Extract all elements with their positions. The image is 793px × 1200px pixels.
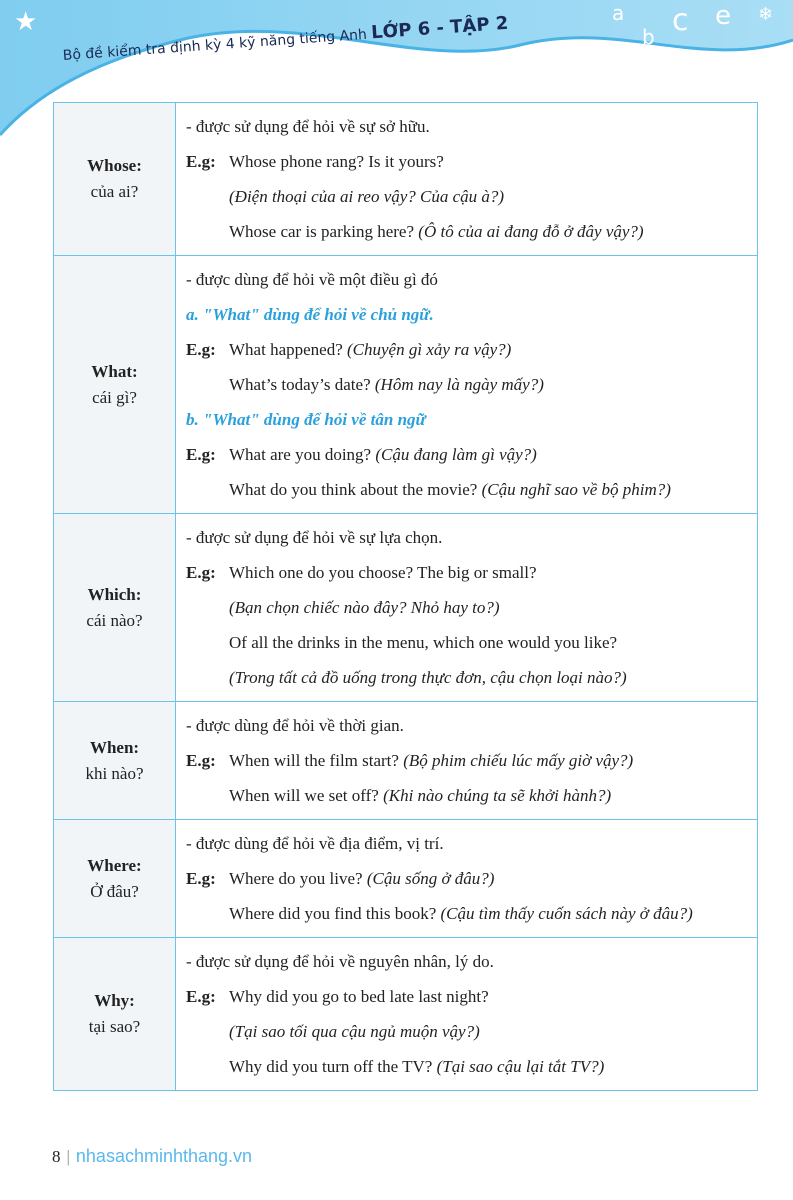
- explanation-line: [186, 778, 757, 813]
- question-word: Where:: [87, 855, 142, 875]
- explanation-line: [186, 590, 757, 625]
- question-word-meaning: cái nào?: [86, 610, 143, 630]
- explanation-line: [186, 555, 757, 590]
- explanation-cell: [176, 820, 758, 938]
- table-row: [54, 702, 758, 820]
- subheading: b. "What" dùng để hỏi về tân ngữ: [186, 410, 426, 429]
- example-label: E.g:: [186, 987, 216, 1006]
- question-word-cell: [54, 256, 176, 514]
- english-text: Why did you turn off the TV?: [229, 1057, 433, 1076]
- table-row: [54, 103, 758, 256]
- vietnamese-translation: (Cậu đang làm gì vậy?): [375, 445, 537, 464]
- english-text: Where do you live?: [229, 869, 363, 888]
- explanation-line: [186, 332, 757, 367]
- vietnamese-translation: (Khi nào chúng ta sẽ khởi hành?): [383, 786, 612, 805]
- subheading: a. "What" dùng để hỏi về chủ ngữ.: [186, 305, 434, 324]
- vietnamese-translation: (Cậu nghĩ sao về bộ phim?): [481, 480, 671, 499]
- explanation-line: [186, 179, 757, 214]
- question-words-table: [53, 102, 758, 1091]
- english-text: - được sử dụng để hỏi về sự sở hữu.: [186, 117, 430, 136]
- book-title-small: Bộ đề kiểm tra định kỳ 4 kỹ năng tiếng Anh: [62, 26, 368, 64]
- english-text: - được dùng để hỏi về một điều gì đó: [186, 270, 438, 289]
- explanation-line: [186, 944, 757, 979]
- question-word: Which:: [87, 584, 142, 604]
- vietnamese-translation: (Cậu tìm thấy cuốn sách này ở đâu?): [440, 904, 693, 923]
- example-label: E.g:: [186, 869, 216, 888]
- vietnamese-translation: (Cậu sống ở đâu?): [366, 869, 495, 888]
- english-text: Whose car is parking here?: [229, 222, 415, 241]
- explanation-line: [186, 144, 757, 179]
- english-text: What do you think about the movie?: [229, 480, 478, 499]
- table-row: [54, 514, 758, 702]
- question-word-meaning: Ở đâu?: [90, 881, 139, 901]
- explanation-line: [186, 743, 757, 778]
- vietnamese-translation: (Bạn chọn chiếc nào đây? Nhỏ hay to?): [229, 598, 500, 617]
- table-row: [54, 938, 758, 1091]
- explanation-cell: [176, 103, 758, 256]
- english-text: - được dùng để hỏi về địa điểm, vị trí.: [186, 834, 444, 853]
- explanation-line: [186, 109, 757, 144]
- question-word-cell: [54, 103, 176, 256]
- question-word-cell: [54, 702, 176, 820]
- vietnamese-translation: (Chuyện gì xảy ra vậy?): [347, 340, 512, 359]
- explanation-line: [186, 979, 757, 1014]
- question-word: Whose:: [87, 156, 142, 175]
- explanation-line: [186, 402, 757, 437]
- letter-b-decoration: b: [642, 25, 655, 49]
- english-text: What happened?: [229, 340, 343, 359]
- vietnamese-translation: (Tại sao tối qua cậu ngủ muộn vậy?): [229, 1022, 480, 1041]
- english-text: When will we set off?: [229, 786, 379, 805]
- explanation-line: [186, 896, 757, 931]
- question-word: What:: [91, 361, 138, 381]
- example-label: E.g:: [186, 445, 216, 464]
- question-word-cell: [54, 938, 176, 1091]
- explanation-line: [186, 660, 757, 695]
- english-text: When will the film start?: [229, 751, 399, 770]
- page-footer: 8 | nhasachminhthang.vn: [52, 1146, 253, 1166]
- star-icon: ★: [14, 7, 38, 36]
- explanation-line: [186, 708, 757, 743]
- explanation-line: [186, 472, 757, 507]
- snowflake-icon: ❄: [758, 4, 774, 24]
- question-word: Why:: [94, 991, 135, 1010]
- vietnamese-translation: (Bộ phim chiếu lúc mấy giờ vậy?): [403, 751, 634, 770]
- vietnamese-translation: (Hôm nay là ngày mấy?): [374, 375, 544, 394]
- question-word-meaning: khi nào?: [85, 763, 144, 783]
- page-number: 8: [52, 1147, 61, 1166]
- book-title-big: LỚP 6 - TẬP 2: [370, 12, 509, 44]
- vietnamese-translation: (Trong tất cả đồ uống trong thực đơn, cậu chọn loại nào?): [229, 668, 627, 687]
- explanation-line: [186, 1049, 757, 1084]
- explanation-cell: [176, 938, 758, 1091]
- explanation-line: [186, 367, 757, 402]
- table-row: [54, 256, 758, 514]
- vietnamese-translation: (Ô tô của ai đang đỗ ở đây vậy?): [418, 222, 644, 241]
- explanation-line: [186, 625, 757, 660]
- question-word-meaning: cái gì?: [92, 387, 137, 407]
- example-label: E.g:: [186, 340, 216, 359]
- explanation-cell: [176, 514, 758, 702]
- english-text: Whose phone rang? Is it yours?: [229, 152, 444, 171]
- question-word-cell: [54, 514, 176, 702]
- example-label: E.g:: [186, 152, 216, 171]
- english-text: Where did you find this book?: [229, 904, 437, 923]
- explanation-line: [186, 861, 757, 896]
- english-text: - được sử dụng để hỏi về sự lựa chọn.: [186, 528, 443, 547]
- english-text: Why did you go to bed late last night?: [229, 987, 489, 1006]
- letter-a-decoration: a: [612, 1, 625, 25]
- explanation-line: [186, 297, 757, 332]
- vietnamese-translation: (Tại sao cậu lại tắt TV?): [436, 1057, 605, 1076]
- letter-c-decoration: c: [672, 3, 689, 38]
- english-text: What’s today’s date?: [229, 375, 371, 394]
- explanation-cell: [176, 702, 758, 820]
- example-label: E.g:: [186, 751, 216, 770]
- explanation-line: [186, 214, 757, 249]
- explanation-line: [186, 520, 757, 555]
- table-row: [54, 820, 758, 938]
- explanation-line: [186, 826, 757, 861]
- explanation-line: [186, 1014, 757, 1049]
- example-label: E.g:: [186, 563, 216, 582]
- english-text: What are you doing?: [229, 445, 372, 464]
- question-word-meaning: tại sao?: [88, 1017, 141, 1036]
- explanation-line: [186, 437, 757, 472]
- english-text: - được dùng để hỏi về thời gian.: [186, 716, 404, 735]
- explanation-line: [186, 262, 757, 297]
- english-text: Which one do you choose? The big or small?: [229, 563, 537, 582]
- vietnamese-translation: (Điện thoại của ai reo vậy? Của cậu à?): [229, 187, 505, 206]
- question-word: When:: [89, 737, 140, 757]
- question-word-meaning: của ai?: [90, 182, 139, 201]
- explanation-cell: [176, 256, 758, 514]
- publisher-site: nhasachminhthang.vn: [75, 1146, 253, 1166]
- english-text: Of all the drinks in the menu, which one would you like?: [229, 633, 618, 652]
- english-text: - được sử dụng để hỏi về nguyên nhân, lý do.: [186, 952, 494, 971]
- question-word-cell: [54, 820, 176, 938]
- letter-e-decoration: e: [715, 1, 731, 31]
